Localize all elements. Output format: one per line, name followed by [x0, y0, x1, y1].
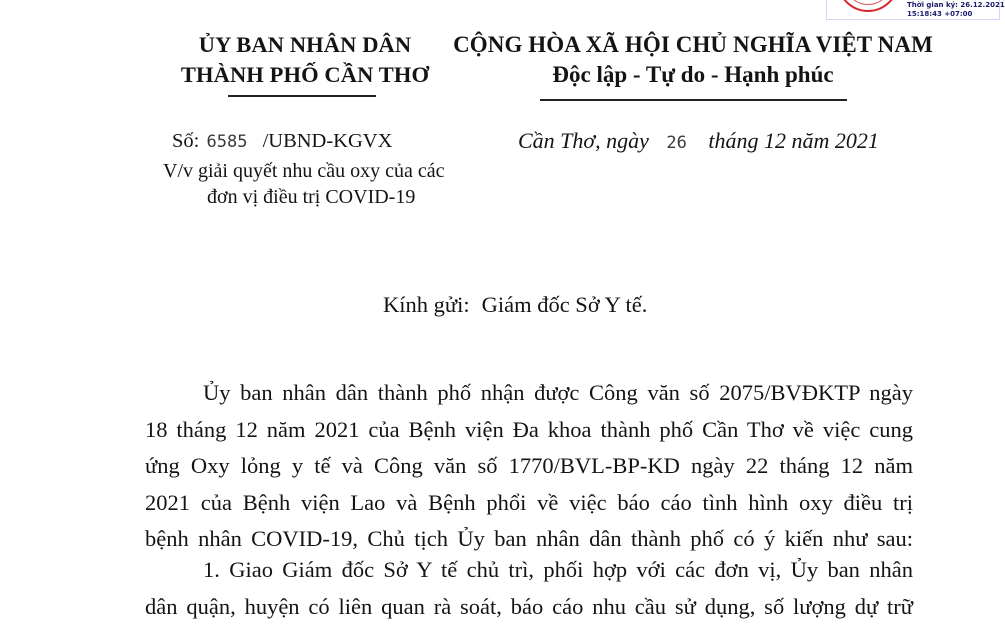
national-motto: Độc lập - Tự do - Hạnh phúc — [448, 60, 938, 90]
doc-number-code: /UBND-KGVX — [263, 130, 393, 152]
body-line: Ủy ban nhân dân thành phố nhận được Công văn số 2075/BVĐKTP ngày — [145, 375, 913, 412]
body-line: 18 tháng 12 năm 2021 của Bệnh viện Đa khoa thành phố Cần Thơ về việc cung — [145, 412, 913, 449]
red-seal-icon — [837, 0, 899, 12]
body-line: 2021 của Bệnh viện Lao và Bệnh phổi về việc báo cáo tình hình oxy điều trị — [145, 485, 913, 522]
doc-number-label: Số: — [172, 130, 199, 152]
subject-line2: đơn vị điều trị COVID-19 — [207, 185, 415, 209]
motto-underline — [540, 99, 847, 101]
document-number — [172, 128, 392, 155]
body-line: bệnh nhân COVID-19, Chủ tịch Ủy ban nhân dân thành phố có ý kiến như sau: — [145, 521, 913, 558]
doc-number-handwritten: 6585 — [206, 132, 247, 152]
national-title — [448, 30, 938, 90]
digital-signature-stamp — [826, 0, 1000, 20]
agency-line1: ỦY BAN NHÂN DÂN — [150, 30, 460, 60]
salutation-recipient: Giám đốc Sở Y tế. — [482, 292, 648, 317]
signature-time — [907, 1, 1005, 19]
agency-line2: THÀNH PHỐ CẦN THƠ — [150, 60, 460, 90]
body-paragraph — [145, 375, 913, 558]
body-line: ứng Oxy lỏng y tế và Công văn số 1770/BVL-BP-KD ngày 22 tháng 12 năm — [145, 448, 913, 485]
issuing-agency — [150, 30, 460, 90]
item1-line2: dân quận, huyện có liên quan rà soát, báo cáo nhu cầu sử dụng, số lượng dự trữ — [145, 589, 913, 625]
subject-line1: V/v giải quyết nhu cầu oxy của các — [163, 159, 445, 183]
salutation — [383, 290, 647, 320]
item1-line1: 1. Giao Giám đốc Sở Y tế chủ trì, phối hợp với các đơn vị, Ủy ban nhân — [145, 552, 913, 589]
signature-time-line2: 15:18:43 +07:00 — [907, 10, 1005, 19]
date-suffix: tháng 12 năm 2021 — [708, 128, 879, 153]
salutation-label: Kính gửi: — [383, 292, 470, 317]
agency-underline — [228, 95, 376, 97]
date-prefix: Cần Thơ, ngày — [518, 128, 649, 153]
date-line — [518, 128, 879, 156]
date-day-handwritten: 26 — [666, 133, 686, 153]
directive-item-1 — [145, 552, 913, 625]
signature-time-line1: Thời gian ký: 26.12.2021 — [907, 1, 1005, 10]
nation-name: CỘNG HÒA XÃ HỘI CHỦ NGHĨA VIỆT NAM — [448, 30, 938, 60]
